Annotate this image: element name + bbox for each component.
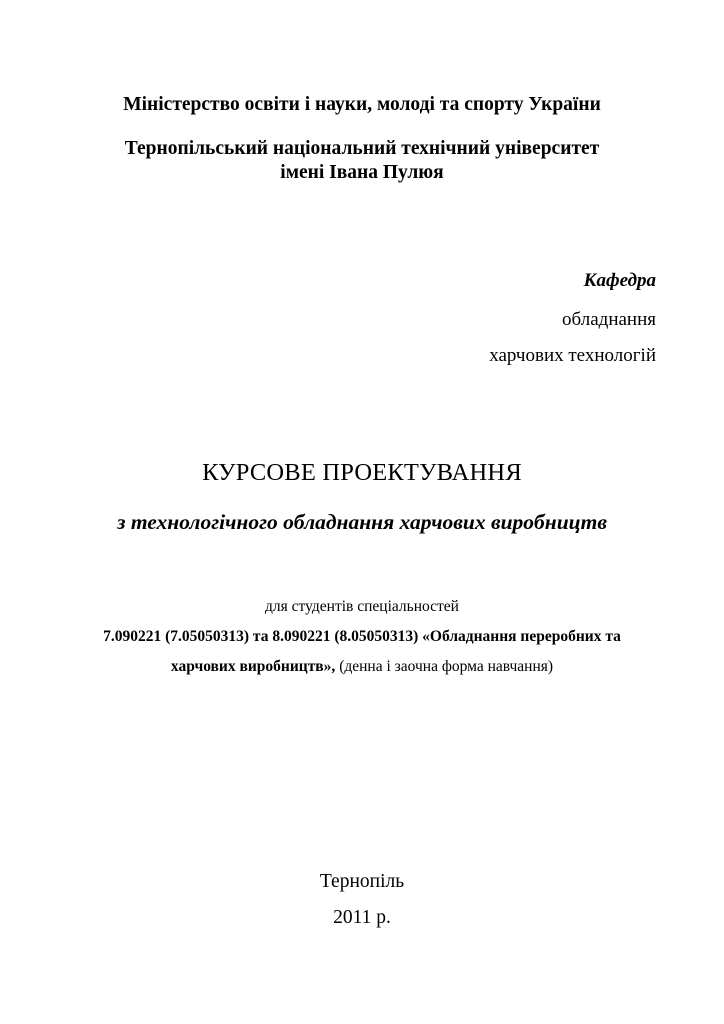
- department-label: Кафедра: [583, 270, 656, 291]
- city: Тернопіль: [319, 871, 405, 892]
- department-name-line1: обладнання: [562, 309, 656, 330]
- study-form: (денна і заочна форма навчання): [335, 658, 554, 675]
- specialty-name-end: харчових виробництв»,: [170, 658, 336, 675]
- specialties-line2: [0, 658, 724, 676]
- department-name-line2: харчових технологій: [489, 345, 656, 366]
- document-subtitle: з технологічного обладнання харчових виробництв: [117, 510, 607, 534]
- university-name-line2: імені Івана Пулюя: [280, 162, 444, 183]
- specialties-line1: 7.090221 (7.05050313) та 8.090221 (8.05050313) «Обладнання переробних та: [103, 628, 621, 645]
- document-title: КУРСОВЕ ПРОЕКТУВАННЯ: [202, 459, 522, 486]
- audience-intro: для студентів спеціальностей: [265, 598, 459, 615]
- ministry-heading: Міністерство освіти і науки, молоді та спорту України: [123, 94, 601, 115]
- university-name-line1: Тернопільський національний технічний університет: [124, 138, 600, 159]
- year: 2011 р.: [333, 907, 391, 928]
